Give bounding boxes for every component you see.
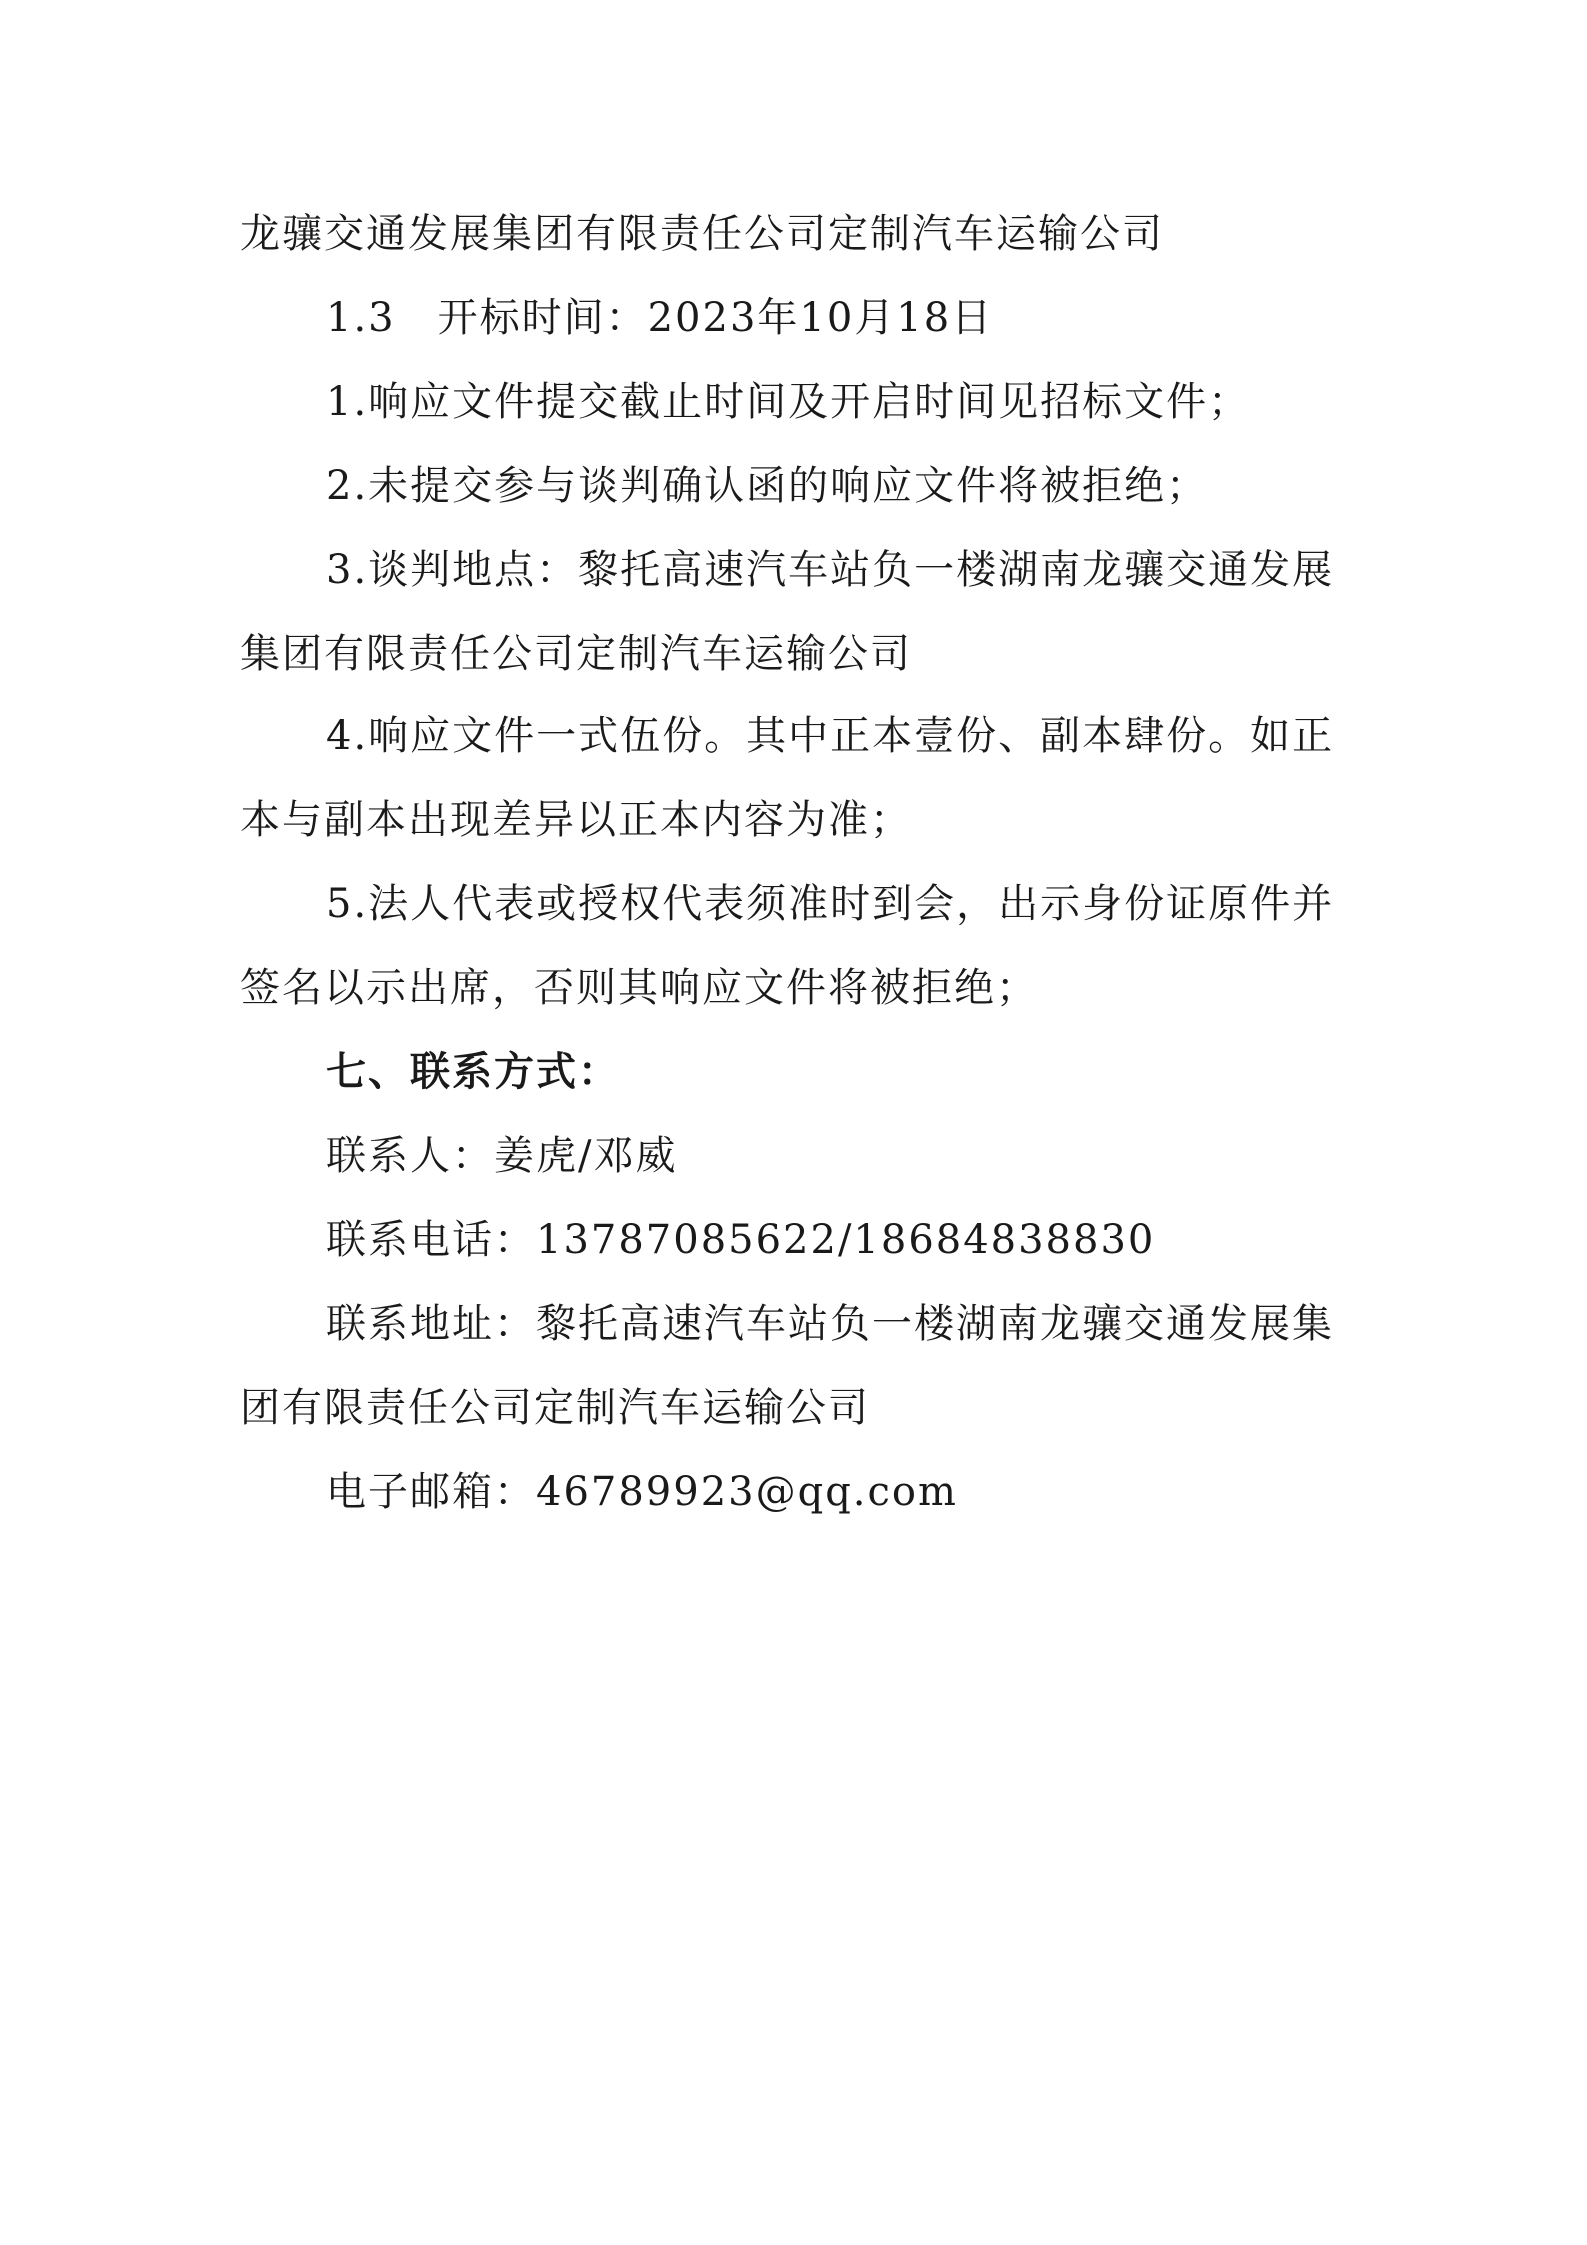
contact-address-line-1: 联系地址：黎托高速汽车站负一楼湖南龙骧交通发展集 <box>326 1301 1334 1347</box>
clause-3-line-2: 集团有限责任公司定制汽车运输公司 <box>240 631 912 677</box>
clause-2: 2.未提交参与谈判确认函的响应文件将被拒绝； <box>326 463 1209 509</box>
clause-4-line-1: 4.响应文件一式伍份。其中正本壹份、副本肆份。如正 <box>326 713 1335 759</box>
paragraph-continuation: 龙骧交通发展集团有限责任公司定制汽车运输公司 <box>240 211 1164 257</box>
contact-person: 联系人：姜虎/邓威 <box>326 1133 678 1179</box>
bid-opening-time: 1.3 开标时间：2023年10月18日 <box>326 295 994 341</box>
contact-email: 电子邮箱：46789923@qq.com <box>326 1469 958 1515</box>
clause-4-line-2: 本与副本出现差异以正本内容为准； <box>240 797 912 843</box>
contact-heading: 七、联系方式： <box>326 1049 620 1095</box>
clause-5-line-1: 5.法人代表或授权代表须准时到会，出示身份证原件并 <box>326 881 1335 927</box>
contact-phone: 联系电话：13787085622/18684838830 <box>326 1217 1156 1263</box>
clause-3-line-1: 3.谈判地点：黎托高速汽车站负一楼湖南龙骧交通发展 <box>326 547 1335 593</box>
clause-5-line-2: 签名以示出席，否则其响应文件将被拒绝； <box>240 965 1038 1011</box>
clause-1: 1.响应文件提交截止时间及开启时间见招标文件； <box>326 379 1251 425</box>
contact-address-line-2: 团有限责任公司定制汽车运输公司 <box>240 1385 870 1431</box>
